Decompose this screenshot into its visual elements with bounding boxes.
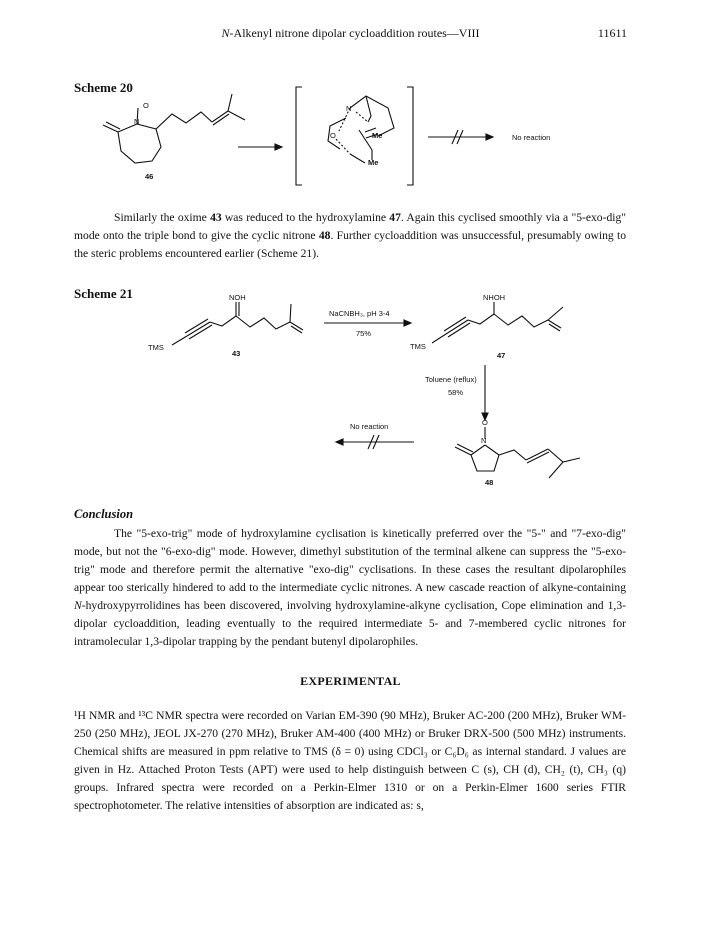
conclusion-heading: Conclusion [74, 507, 134, 521]
header-title: -Alkenyl nitrone dipolar cycloaddition routes—VIII [229, 26, 480, 40]
s20-o-label: O [143, 101, 149, 110]
para1-text-2: was reduced to the hydroxylamine [221, 211, 390, 224]
scheme-21-label: Scheme 21 [74, 286, 133, 301]
compound-46-number: 46 [145, 172, 154, 181]
scheme-20-label: Scheme 20 [74, 80, 133, 95]
s20-o-label-2: O [330, 131, 336, 140]
conclusion-text-b: -hydroxypyrrolidines has been discovered, involving hydroxylamine-alkyne cyclisation, Cope elimination and 1,3-dipolar cycloaddition, leading eventually to the required intermediate 5- and 7-membered cyclic nitrones for intramolecular 1,3-dipolar trapping by the pendant butenyl dipolarophiles. [74, 599, 626, 648]
header-italic-n: N [221, 26, 230, 40]
conclusion-italic-n: N [74, 599, 82, 612]
s20-me-label-2: Me [368, 158, 379, 167]
s21-nhoh: NHOH [483, 293, 506, 302]
s21-yield-1: 75% [356, 329, 372, 338]
para1-text-1: Similarly the oxime [114, 211, 211, 224]
compound-46-ring [118, 124, 161, 163]
para1-compound-43: 43 [210, 211, 222, 224]
s20-n-label: N [134, 117, 140, 126]
conclusion-paragraph [74, 525, 626, 651]
s20-n-label-2: N [346, 104, 352, 113]
para1-text-4: . Further cycloaddition was unsuccessful, presumably owing to the steric problems encountered earlier (Scheme 21). [74, 229, 626, 260]
compound-47-number: 47 [497, 351, 506, 360]
s21-noh: NOH [229, 293, 246, 302]
s21-solvent: Toluene (reflux) [425, 375, 477, 384]
compound-43-number: 43 [232, 349, 241, 358]
paragraph-oxime-reduction [74, 209, 626, 263]
s21-tms-2: TMS [410, 342, 426, 351]
experimental-heading: EXPERIMENTAL [300, 674, 401, 688]
experimental-text: ¹H NMR and ¹³C NMR spectra were recorded on Varian EM-390 (90 MHz), Bruker AC-200 (200 MHz), Bruker WM-250 (250 MHz), JEOL JX-270 (270 MHz), Bruker AM-400 (400 MHz) or Bruker DRX-500 (500 MHz) instruments. Chemical shifts are measured in ppm relative to TMS (δ = 0) using CDCl₃ or C₆D₆ as internal standard. J values are given in Hz. Attached Proton Tests (APT) were used to help distinguish between C (s), CH (d), CH₂ (t), CH₃ (q) groups. Infrared spectra were recorded on a Perkin-Elmer 1310 or on a Perkin-Elmer 1600 series FTIR spectrophotometer. The relative intensities of absorption are indicated as: s, [74, 709, 626, 812]
s21-reagent: NaCNBH₃, pH 3-4 [329, 309, 390, 318]
para1-compound-48: 48 [318, 229, 331, 242]
page-number: 11611 [597, 26, 627, 40]
s21-n-label: N [481, 436, 487, 445]
para1-compound-47: 47 [389, 211, 401, 224]
s20-me-label: Me [372, 131, 383, 140]
compound-48-number: 48 [485, 478, 494, 487]
s20-no-reaction: No reaction [512, 133, 551, 142]
s21-no-reaction: No reaction [350, 422, 389, 431]
experimental-paragraph [74, 707, 626, 815]
s21-yield-2: 58% [448, 388, 464, 397]
s21-o-label: O [482, 418, 488, 427]
s21-tms-1: TMS [148, 343, 164, 352]
para1-text-3: . Again this cyclised smoothly via a "5-exo-dig" mode onto the triple bond to give the cyclic nitrone [74, 211, 626, 242]
conclusion-text-a: The "5-exo-trig" mode of hydroxylamine cyclisation is kinetically preferred over the "5-" and "7-exo-dig" mode, but not the "6-exo-dig" mode. However, dimethyl substitution of the terminal alkene can suppress the "5-exo-trig" mode and therefore permit the alternative "exo-dig" cyclisations. In these cases the resultant dipolarophiles appear too sterically hindered to add to the intermediate cyclic nitrones. A new cascade reaction of alkyne-containing [74, 527, 626, 594]
